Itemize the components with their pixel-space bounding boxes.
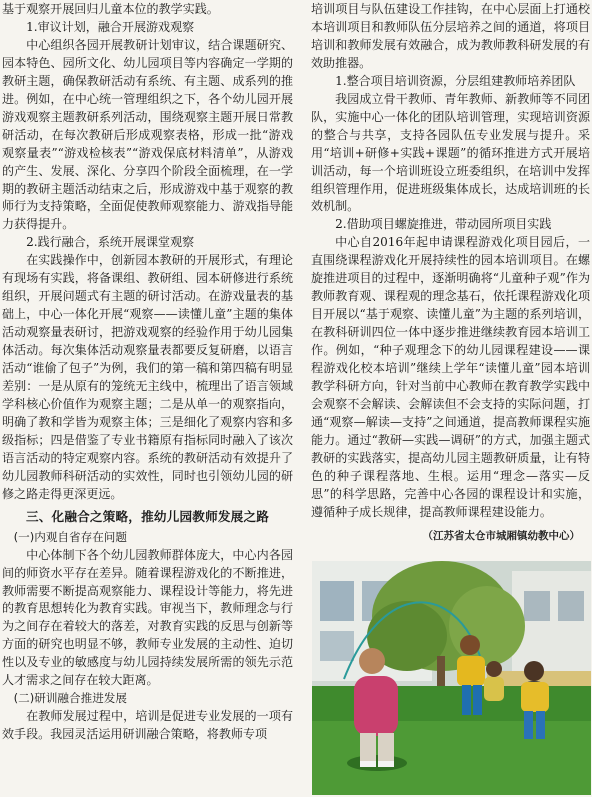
- item-1-heading: 1.整合项目培训资源，分层组建教师培养团队: [335, 73, 576, 88]
- part-3-heading: 三、化融合之策略，推幼儿园教师发展之路: [25, 508, 270, 524]
- right-continued-paragraph: 培训项目与队伍建设工作挂钩，在中心层面上打通校本培训项目和教师队伍分层培养之间的通道，将项目培训和教师发展有效融合，成为教师教科研发展的有效助推器。: [311, 2, 590, 70]
- item-1-paragraph: 我园成立骨干教师、青年教师、新教师等不同团队，实施中心一体化的团队培训管理，实现培训资源的整合与共享，支持各园队伍专业发展与提升。采用“培训+研修+实践+课题”的循环推进方式开展培训活动，每一个培训班设立班委组织，在培训中发挥组织管理作用，促进班级集体成长，达成培训班的长效机制。: [311, 91, 590, 214]
- author-affiliation: （江苏省太仓市城厢镇幼教中心）: [422, 529, 580, 542]
- left-continued-paragraph: 基于观察开展回归儿童本位的教学实践。: [2, 2, 219, 16]
- subsection-1-paragraph: 中心体制下各个幼儿园教师群体庞大，中心内各园间的师资水平存在差异。随着课程游戏化的不断推进，教师需要不断提高观察能力、课程设计等能力，将先进的教育思想转化为教育实践。审视当下，教师理念与行为之间存在着较大的落差，对教育实践的反思与创新等方面的研究也明显不够，教师专业发展的主动性、迫切性以及专业的敏感度与幼儿园持续发展所需的领先示范人才需求之间存在较大距离。: [2, 547, 293, 688]
- item-2-paragraph: 中心自2016年起申请课程游戏化项目园后，一直围绕课程游戏化开展持续性的园本培训项目。在螺旋推进项目的过程中，逐渐明确将“儿童种子观”作为教师教育观、课程观的理念基石，依托课程游戏化项目开展以“基于观察、读懂儿童”为主题的系列培训，在教科研训四位一体中逐步推进继续教育园本培训工作。例如，“种子观理念下的幼儿园课程建设——课程游戏化校本培训”继续上学年“读懂儿童”园本培训教学科研方向，针对当前中心教师在教育教学实践中会观察不会解读、会解读但不会支持的实际问题，打通“观察—解读—支持”之间通道，提高教师课程实施能力。通过“教研—实践—调研”的方式，加强主题式教研的实践落实，提高幼儿园主题教研质量，让有特色的种子课程落地、生根。运用“理念—落实—反思”的科学思路，完善中心各园的课程设计和实施，遵循种子成长规律，提高教师课程建设能力。: [311, 235, 590, 519]
- right-column: [311, 1, 590, 546]
- section-1-paragraph: 中心组织各园开展教研计划审议，结合课题研究、园本特色、园所文化、幼儿园项目等内容确定一学期的教研主题，确保教研活动有系统、有主题、成系列的推进。例如，在中心统一管理组织之下，各个幼儿园开展游戏观察主题教研系列活动，围绕观察主题开展日常教研活动，在每次教研后形成观察表格，形成一批“游戏观察量表”“游戏检核表”“游戏保底材料清单”，从游戏的产生、发展、深化、分享四个阶段全面梳理，在一学期的教研主题活动结束之后，形成游戏中基于观察的教师行为支持策略，全面促使教师观察能力、游戏指导能力获得提升。: [2, 37, 293, 232]
- subsection-2-paragraph: 在教师发展过程中，培训是促进专业发展的一项有效手段。我园灵活运用研训融合策略，将教师专项: [2, 709, 293, 742]
- section-1-heading: 1.审议计划，融合开展游戏观察: [26, 19, 195, 34]
- subsection-1-heading: (一)内观自省存在问题: [13, 529, 127, 544]
- subsection-2-heading: (二)研训融合推进发展: [13, 691, 127, 706]
- section-2-paragraph: 在实践操作中，创新园本教研的开展形式，有理论有现场有实践，将备课组、教研组、园本研修进行系统组织，开展问题式有主题的研讨活动。在游戏量表的基础上，中心一体化开展“观察——读懂儿童”主题的集体活动观察量表研讨，把游戏观察的经验作用于幼儿园集体活动。每次集体活动观察量表都要反复研磨，以语言活动“谁偷了包子”为例，我们的第一稿和第四稿有明显差别：一是从原有的笼统无主线中，梳理出了语言领域学科核心价值作为观察主题；二是从单一的观察指向，明确了教和学皆为观察主体；三是细化了观察内容和多级指标；四是借鉴了专业书籍原有指标同时融入了该次语言活动的特定观察内容。系统的教研活动有效提升了幼儿园教师科研活动的实效性，同时也引领幼儿园的研修之路走得更深更远。: [2, 253, 293, 501]
- section-2-heading: 2.践行融合，系统开展课堂观察: [26, 235, 195, 250]
- kindergarten-photo: [312, 561, 591, 795]
- left-column: [2, 1, 293, 744]
- item-2-heading: 2.借助项目螺旋推进，带动园所项目实践: [335, 217, 552, 232]
